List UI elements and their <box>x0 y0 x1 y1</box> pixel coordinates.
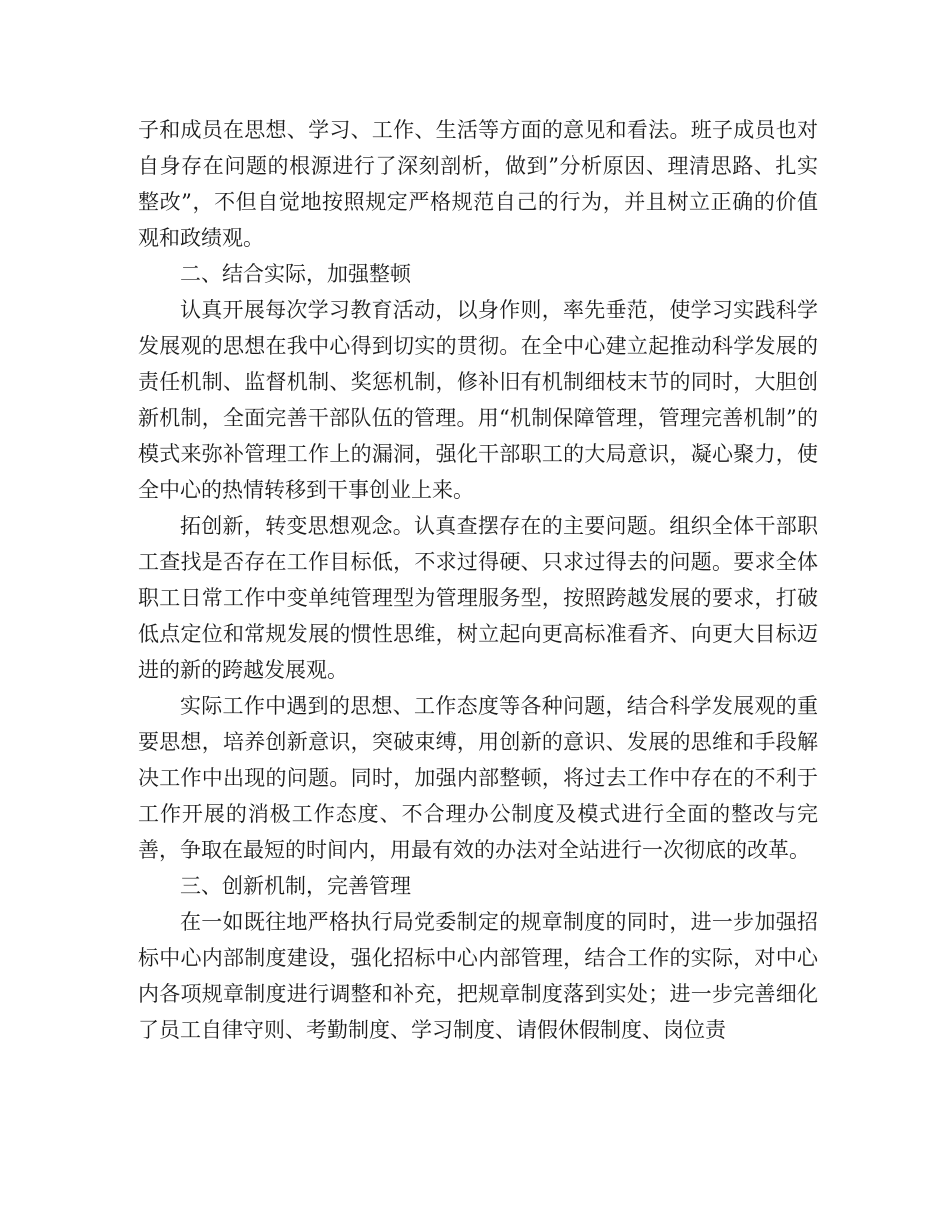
paragraph-continuation: 子和成员在思想、学习、工作、生活等方面的意见和看法。班子成员也对自身存在问题的根源进行了深刻剖析，做到”分析原因、理清思路、扎实整改”，不但自觉地按照规定严格规范自己的行为，并且树立正确的价值观和政绩观。 <box>138 118 818 250</box>
paragraph: 实际工作中遇到的思想、工作态度等各种问题，结合科学发展观的重要思想，培养创新意识，突破束缚，用创新的意识、发展的思维和手段解决工作中出现的问题。同时，加强内部整顿，将过去工作中存在的不利于工作开展的消极工作态度、不合理办公制度及模式进行全面的整改与完善，争取在最短的时间内，用最有效的办法对全站进行一次彻底的改革。 <box>138 694 818 862</box>
section-heading-3: 三、创新机制，完善管理 <box>180 874 411 898</box>
section-heading-2: 二、结合实际，加强整顿 <box>180 262 411 286</box>
paragraph: 认真开展每次学习教育活动，以身作则，率先垂范，使学习实践科学发展观的思想在我中心得到切实的贯彻。在全中心建立起推动科学发展的责任机制、监督机制、奖惩机制，修补旧有机制细枝末节的同时，大胆创新机制，全面完善干部队伍的管理。用“机制保障管理，管理完善机制”的模式来弥补管理工作上的漏洞，强化干部职工的大局意识，凝心聚力，使全中心的热情转移到干事创业上来。 <box>138 298 818 502</box>
document-body <box>138 112 818 1048</box>
paragraph: 在一如既往地严格执行局党委制定的规章制度的同时，进一步加强招标中心内部制度建设，强化招标中心内部管理，结合工作的实际，对中心内各项规章制度进行调整和补充，把规章制度落到实处；进一步完善细化了员工自律守则、考勤制度、学习制度、请假休假制度、岗位责 <box>138 910 818 1042</box>
paragraph: 拓创新，转变思想观念。认真查摆存在的主要问题。组织全体干部职工查找是否存在工作目标低，不求过得硬、只求过得去的问题。要求全体职工日常工作中变单纯管理型为管理服务型，按照跨越发展的要求，打破低点定位和常规发展的惯性思维，树立起向更高标准看齐、向更大目标迈进的新的跨越发展观。 <box>138 514 818 682</box>
